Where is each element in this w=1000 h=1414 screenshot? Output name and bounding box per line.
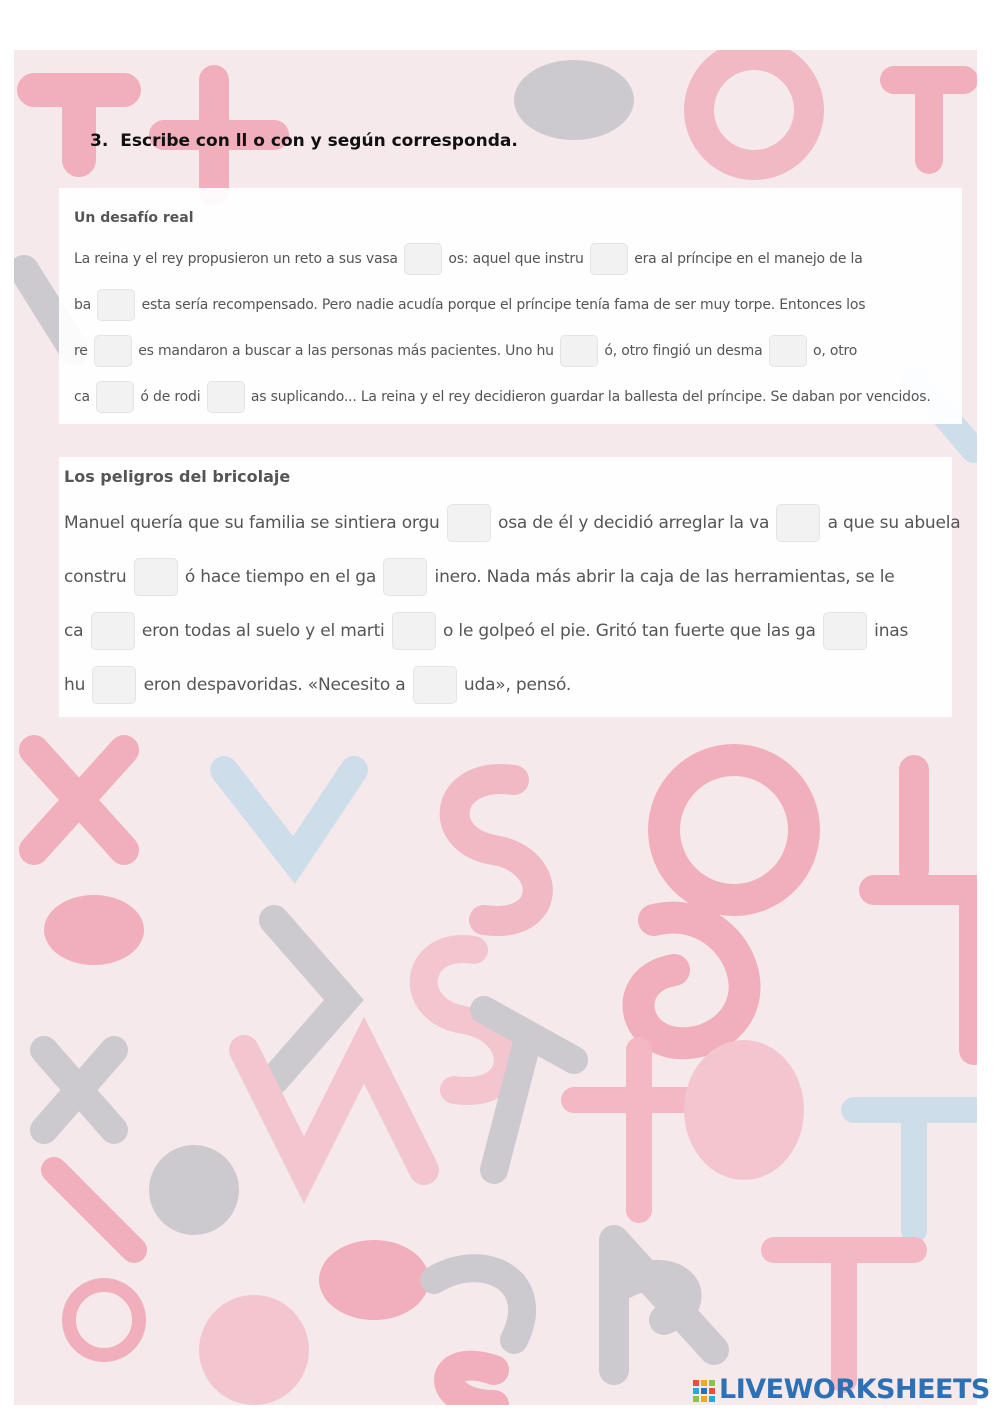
answer-box[interactable] [97, 289, 135, 321]
answer-box[interactable] [92, 666, 136, 704]
text-line [74, 380, 931, 414]
answer-box[interactable] [823, 612, 867, 650]
logo-text: LIVEWORKSHEETS [719, 1374, 990, 1405]
text-fragment: ca [64, 621, 84, 641]
text-fragment: re [74, 343, 88, 359]
text-fragment: osa de él y decidió arreglar la va [498, 513, 770, 533]
answer-box[interactable] [560, 335, 598, 367]
answer-box[interactable] [392, 612, 436, 650]
answer-box[interactable] [590, 243, 628, 275]
text-fragment: constru [64, 567, 127, 587]
answer-box[interactable] [134, 558, 178, 596]
instruction-number: 3. [90, 131, 109, 151]
text-line [64, 611, 908, 651]
text-fragment: os: aquel que instru [448, 251, 584, 267]
text-fragment: o, otro [813, 343, 858, 359]
text-fragment: hu [64, 675, 86, 695]
text-fragment: inas [874, 621, 909, 641]
text-fragment: ó, otro fingió un desma [604, 343, 763, 359]
text-fragment: ba [74, 297, 92, 313]
text-fragment: La reina y el rey propusieron un reto a sus vasa [74, 251, 398, 267]
text-fragment: ó hace tiempo en el ga [184, 567, 377, 587]
text-fragment: o le golpeó el pie. Gritó tan fuerte que las ga [443, 621, 816, 641]
section-title: Los peligros del bricolaje [64, 467, 291, 486]
answer-box[interactable] [383, 558, 427, 596]
text-fragment: eron todas al suelo y el marti [141, 621, 385, 641]
text-panel-desafio [59, 188, 962, 424]
text-panel-bricolaje [59, 457, 961, 717]
text-fragment: ca [74, 389, 90, 405]
liveworksheets-logo-icon [693, 1380, 715, 1402]
text-fragment: Manuel quería que su familia se sintiera orgu [64, 513, 440, 533]
answer-box[interactable] [413, 666, 457, 704]
answer-box[interactable] [91, 612, 135, 650]
answer-box[interactable] [96, 381, 134, 413]
text-fragment: esta sería recompensado. Pero nadie acudía porque el príncipe tenía fama de ser muy torpe. Entonces los [141, 297, 866, 313]
text-line [64, 557, 895, 597]
instruction-text: Escribe con ll o con y según corresponda. [120, 131, 518, 151]
text-line [64, 665, 571, 705]
text-line [64, 503, 961, 543]
answer-box[interactable] [447, 504, 491, 542]
text-fragment: es mandaron a buscar a las personas más pacientes. Uno hu [138, 343, 554, 359]
text-fragment: as suplicando... La reina y el rey decidieron guardar la ballesta del príncipe. Se daban por vencidos. [250, 389, 931, 405]
text-line [74, 288, 865, 322]
text-fragment: uda», pensó. [463, 675, 572, 695]
liveworksheets-logo [693, 1374, 990, 1405]
text-fragment: eron despavoridas. «Necesito a [143, 675, 406, 695]
answer-box[interactable] [404, 243, 442, 275]
text-fragment: inero. Nada más abrir la caja de las herramientas, se le [434, 567, 895, 587]
answer-box[interactable] [94, 335, 132, 367]
text-fragment: era al príncipe en el manejo de la [634, 251, 863, 267]
section-title: Un desafío real [74, 210, 194, 226]
text-fragment: a que su abuela [827, 513, 961, 533]
text-fragment: ó de rodi [140, 389, 201, 405]
text-line [74, 242, 863, 276]
exercise-instruction [90, 131, 518, 151]
answer-box[interactable] [776, 504, 820, 542]
answer-box[interactable] [207, 381, 245, 413]
answer-box[interactable] [769, 335, 807, 367]
text-line [74, 334, 857, 368]
